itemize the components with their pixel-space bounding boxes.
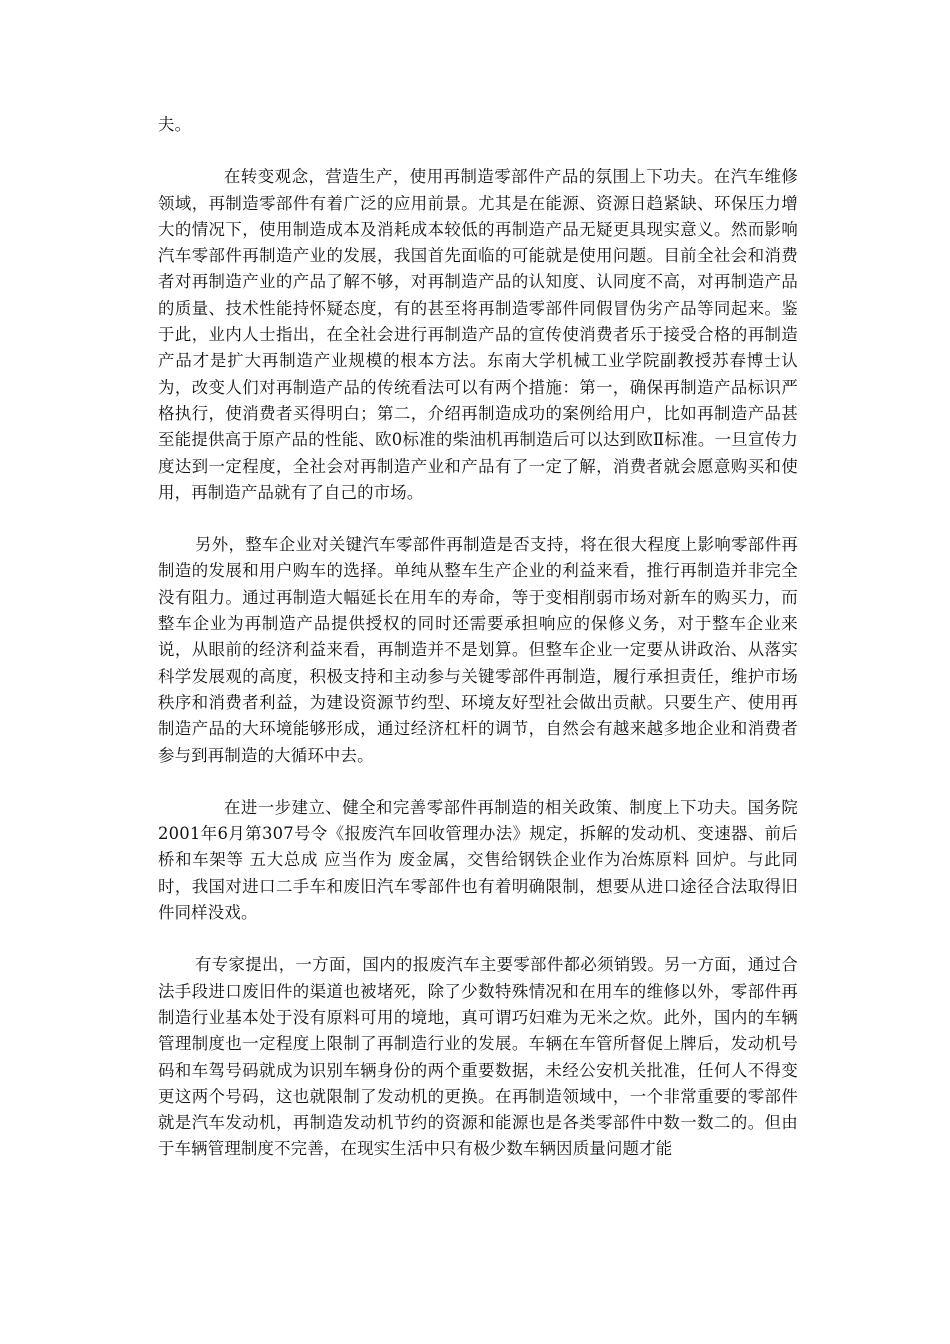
paragraph-oem-support: 另外，整车企业对关键汽车零部件再制造是否支持，将在很大程度上影响零部件再制造的发展和用户购车的选择。单纯从整车生产企业的利益来看，推行再制造并非完全没有阻力。通过再制造大幅延长在用车的寿命，等于变相削弱市场对新车的购买力，而整车企业为再制造产品提供授权的同时还需要承担响应的保修义务，对于整车企业来说，从眼前的经济利益来看，再制造并不是划算。但整车企业一定要从讲政治、从落实科学发展观的高度，积极支持和主动参与关键零部件再制造，履行承担责任，维护市场秩序和消费者利益，为建设资源节约型、环境友好型社会做出贡献。只要生产、使用再制造产品的大环境能够形成，通过经济杠杆的调节，自然会有越来越多地企业和消费者参与到再制造的大循环中去。: [158, 535, 798, 765]
document-body: [158, 112, 798, 1163]
paragraph-expert-opinion: 有专家提出，一方面，国内的报废汽车主要零部件都必须销毁。另一方面，通过合法手段进口废旧件的渠道也被堵死，除了少数特殊情况和在用车的维修以外，零部件再制造行业基本处于没有原料可用的境地，真可谓巧妇难为无米之炊。此外，国内的车辆管理制度也一定程度上限制了再制造行业的发展。车辆在车管所督促上牌后，发动机号码和车驾号码就成为识别车辆身份的两个重要数据，未经公安机关批准，任何人不得变更这两个号码，这也就限制了发动机的更换。在再制造领域中，一个非常重要的零部件就是汽车发动机，再制造发动机节约的资源和能源也是各类零部件中数一数二的。但由于车辆管理制度不完善，在现实生活中只有极少数车辆因质量问题才能: [158, 955, 798, 1159]
paragraph-policy: 在进一步建立、健全和完善零部件再制造的相关政策、制度上下功夫。国务院2001年6月第307号令《报废汽车回收管理办法》规定，拆解的发动机、变速器、前后桥和车架等 五大总成 应当作为 废金属，交售给钢铁企业作为冶炼原料 回炉。与此同时，我国对进口二手车和废旧汽车零部件也有着明确限制，想要从进口途径合法取得旧件同样没戏。: [158, 797, 798, 923]
paragraph-continuation: 夫。: [158, 115, 192, 134]
paragraph-promotion: 在转变观念，营造生产，使用再制造零部件产品的氛围上下功夫。在汽车维修领域，再制造零部件有着广泛的应用前景。尤其是在能源、资源日趋紧缺、环保压力增大的情况下，使用制造成本及消耗成本较低的再制造产品无疑更具现实意义。然而影响汽车零部件再制造产业的发展，我国首先面临的可能就是使用问题。目前全社会和消费者对再制造产业的产品了解不够，对再制造产品的认知度、认同度不高，对再制造产品的质量、技术性能持怀疑态度，有的甚至将再制造零部件同假冒伪劣产品等同起来。鉴于此，业内人士指出，在全社会进行再制造产品的宣传使消费者乐于接受合格的再制造产品才是扩大再制造产业规模的根本方法。东南大学机械工业学院副教授苏春博士认为，改变人们对再制造产品的传统看法可以有两个措施：第一，确保再制造产品标识严格执行，使消费者买得明白；第二，介绍再制造成功的案例给用户，比如再制造产品甚至能提供高于原产品的性能、欧0标准的柴油机再制造后可以达到欧Ⅱ标准。一旦宣传力度达到一定程度，全社会对再制造产业和产品有了一定了解，消费者就会愿意购买和使用，再制造产品就有了自己的市场。: [158, 167, 798, 502]
